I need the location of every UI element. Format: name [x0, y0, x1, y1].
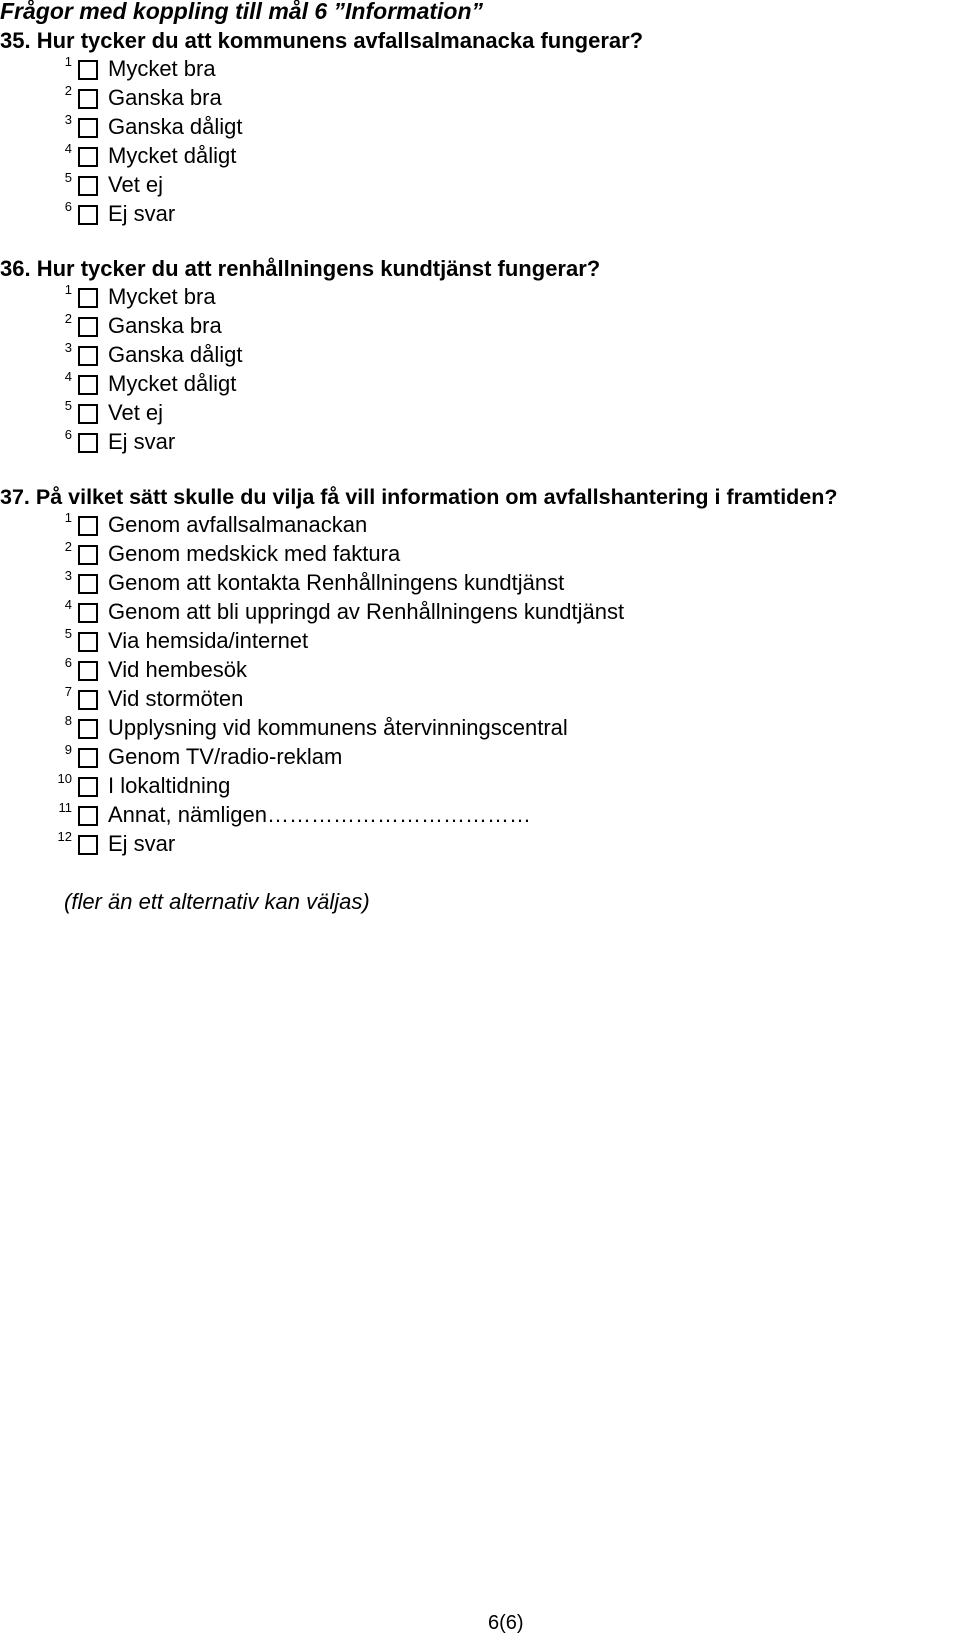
checkbox[interactable] [78, 719, 98, 739]
checkbox[interactable] [78, 661, 98, 681]
option-number: 6 [64, 199, 72, 214]
checkbox[interactable] [78, 603, 98, 623]
option-list [0, 282, 960, 456]
checkbox[interactable] [78, 545, 98, 565]
option-label: Ganska bra [108, 313, 222, 338]
option-number: 3 [64, 568, 72, 583]
option-row [0, 427, 960, 456]
option-label: Genom att kontakta Renhållningens kundtjänst [108, 570, 565, 595]
checkbox[interactable] [78, 205, 98, 225]
option-row [0, 829, 960, 858]
option-label: Ej svar [108, 201, 176, 226]
option-row [0, 112, 960, 141]
option-label: Vid stormöten [108, 686, 244, 711]
option-number: 4 [64, 141, 72, 156]
option-row [0, 199, 960, 228]
option-number: 5 [64, 170, 72, 185]
option-label: Ej svar [108, 429, 176, 454]
option-number: 10 [57, 771, 72, 786]
option-number: 9 [64, 742, 72, 757]
section-title: Frågor med koppling till mål 6 ”Information” [0, 0, 484, 24]
option-row [0, 311, 960, 340]
checkbox[interactable] [78, 404, 98, 424]
option-row [0, 141, 960, 170]
option-row [0, 369, 960, 398]
option-label: Ej svar [108, 831, 176, 856]
option-label: Vid hembesök [108, 657, 248, 682]
checkbox[interactable] [78, 60, 98, 80]
option-row [0, 655, 960, 684]
option-row [0, 282, 960, 311]
option-label: I lokaltidning [108, 773, 231, 798]
option-label: Genom avfallsalmanackan [108, 512, 368, 537]
option-row [0, 83, 960, 112]
option-number: 1 [64, 282, 72, 297]
checkbox[interactable] [78, 806, 98, 826]
option-label: Mycket dåligt [108, 371, 237, 396]
checkbox[interactable] [78, 118, 98, 138]
option-label: Mycket bra [108, 284, 216, 309]
option-label: Upplysning vid kommunens återvinningscentral [108, 715, 568, 740]
option-row [0, 170, 960, 199]
option-row [0, 54, 960, 83]
question-title: 36. Hur tycker du att renhållningens kundtjänst fungerar? [0, 256, 601, 281]
option-number: 1 [64, 54, 72, 69]
option-label: Ganska dåligt [108, 114, 243, 139]
option-number: 2 [64, 311, 72, 326]
option-label: Genom TV/radio-reklam [108, 744, 343, 769]
page-number: 6(6) [488, 1612, 524, 1634]
question-35 [0, 28, 960, 228]
checkbox[interactable] [78, 777, 98, 797]
option-number: 6 [64, 655, 72, 670]
option-row [0, 398, 960, 427]
checkbox[interactable] [78, 317, 98, 337]
question-37 [0, 484, 960, 858]
checkbox[interactable] [78, 89, 98, 109]
checkbox[interactable] [78, 375, 98, 395]
option-row [0, 510, 960, 539]
checkbox[interactable] [78, 433, 98, 453]
option-number: 5 [64, 398, 72, 413]
option-list [0, 54, 960, 228]
option-number: 4 [64, 597, 72, 612]
option-label: Vet ej [108, 172, 164, 197]
checkbox[interactable] [78, 632, 98, 652]
option-row [0, 597, 960, 626]
option-row [0, 340, 960, 369]
option-label: Annat, nämligen……………………………… [108, 802, 531, 827]
checkbox[interactable] [78, 346, 98, 366]
option-label: Ganska bra [108, 85, 222, 110]
checkbox[interactable] [78, 516, 98, 536]
option-row [0, 539, 960, 568]
option-number: 6 [64, 427, 72, 442]
option-number: 4 [64, 369, 72, 384]
checkbox[interactable] [78, 748, 98, 768]
option-number: 2 [64, 539, 72, 554]
checkbox[interactable] [78, 835, 98, 855]
option-row [0, 684, 960, 713]
option-row [0, 713, 960, 742]
question-36 [0, 256, 960, 456]
option-number: 2 [64, 83, 72, 98]
option-label: Ganska dåligt [108, 342, 243, 367]
option-row [0, 742, 960, 771]
option-number: 5 [64, 626, 72, 641]
option-row [0, 771, 960, 800]
option-label: Mycket bra [108, 56, 216, 81]
checkbox[interactable] [78, 288, 98, 308]
option-number: 3 [64, 112, 72, 127]
option-label: Genom att bli uppringd av Renhållningens kundtjänst [108, 599, 625, 624]
option-list [0, 510, 960, 858]
checkbox[interactable] [78, 574, 98, 594]
option-number: 12 [57, 829, 72, 844]
option-number: 8 [64, 713, 72, 728]
checkbox[interactable] [78, 690, 98, 710]
option-number: 11 [58, 800, 72, 815]
option-row [0, 800, 960, 829]
option-row [0, 626, 960, 655]
question-title: 35. Hur tycker du att kommunens avfallsalmanacka fungerar? [0, 28, 644, 53]
question-title: 37. På vilket sätt skulle du vilja få vill information om avfallshantering i framtiden? [0, 485, 838, 509]
multiple-choice-note: (fler än ett alternativ kan väljas) [64, 889, 370, 914]
option-label: Mycket dåligt [108, 143, 237, 168]
option-number: 3 [64, 340, 72, 355]
checkbox[interactable] [78, 176, 98, 196]
option-number: 7 [64, 684, 72, 699]
option-row [0, 568, 960, 597]
option-number: 1 [64, 510, 72, 525]
checkbox[interactable] [78, 147, 98, 167]
option-label: Vet ej [108, 400, 164, 425]
option-label: Via hemsida/internet [108, 628, 309, 653]
option-label: Genom medskick med faktura [108, 541, 401, 566]
